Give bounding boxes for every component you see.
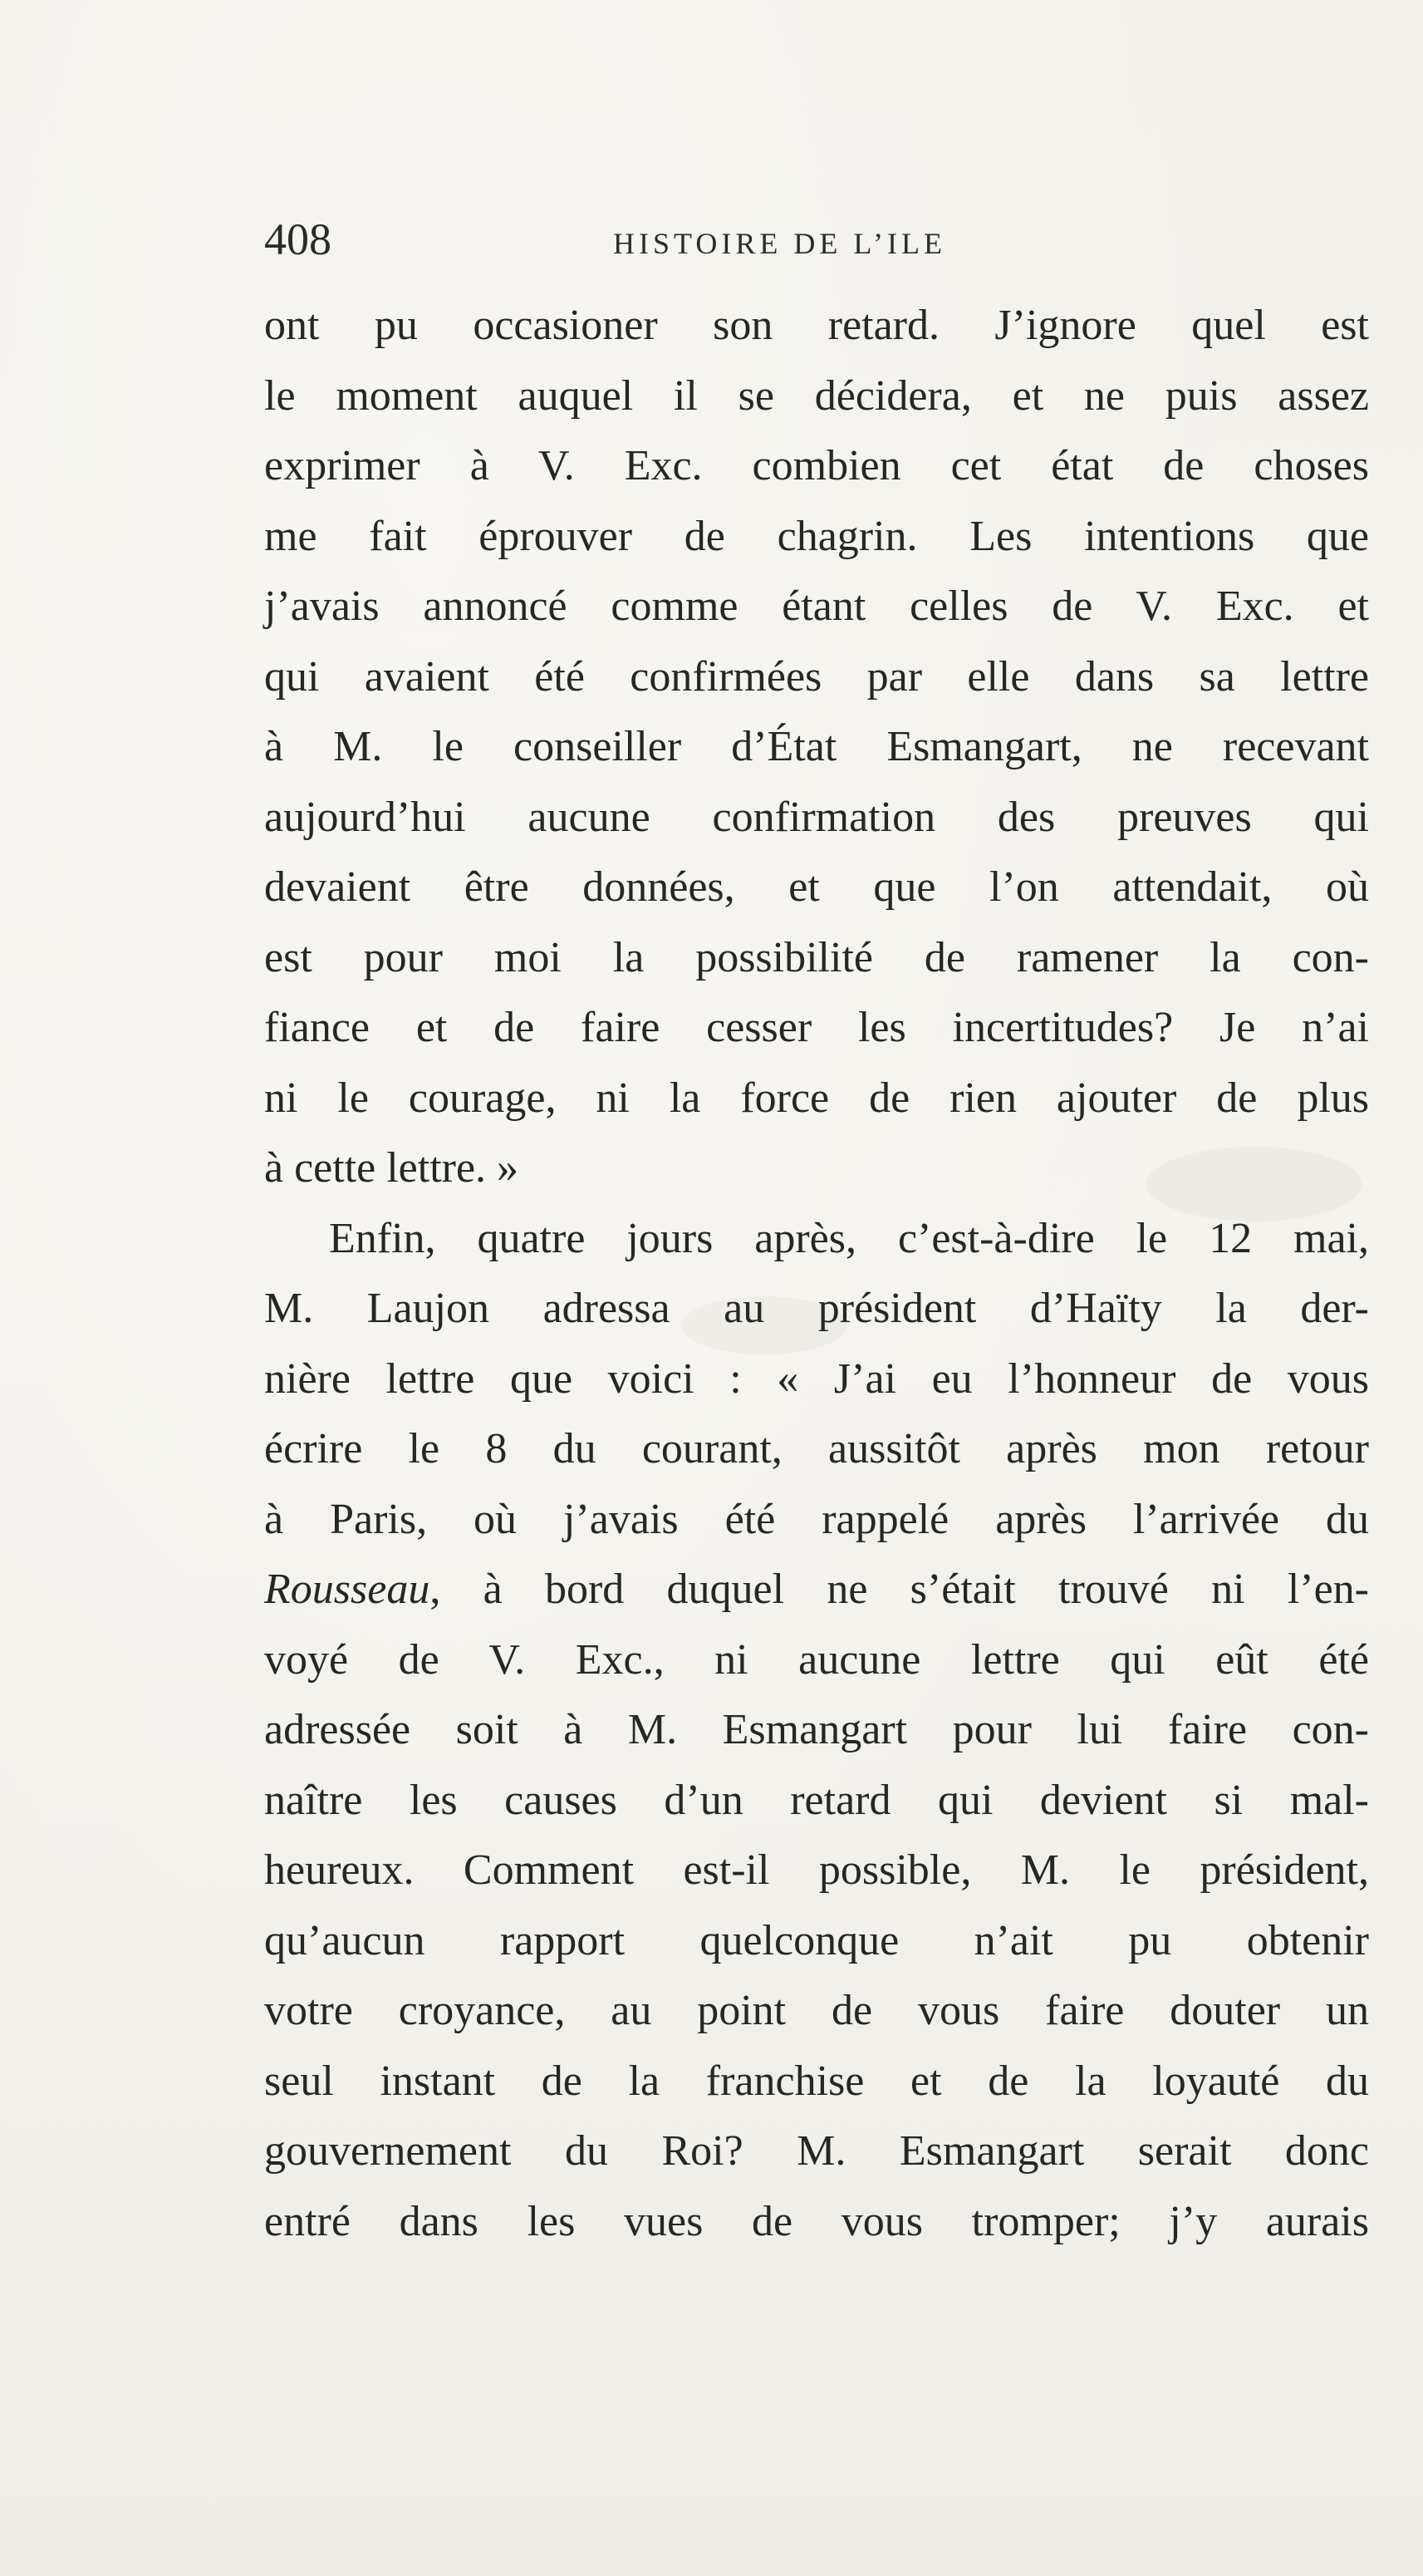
- text-line: ni le courage, ni la force de rien ajouter de plus: [264, 1074, 1369, 1122]
- text-line: fiance et de faire cesser les incertitudes? Je n’ai: [264, 1004, 1369, 1051]
- text-line: qui avaient été confirmées par elle dans sa lettre: [264, 652, 1369, 701]
- body-text: [264, 291, 1369, 2257]
- text-line: aujourd’hui aucune confirmation des preuves qui: [264, 793, 1369, 841]
- text-line: Enfin, quatre jours après, c’est-à-dire le 12 mai,: [329, 1214, 1369, 1262]
- text-line: exprimer à V. Exc. combien cet état de choses: [264, 442, 1369, 489]
- text-line: ont pu occasioner son retard. J’ignore quel est: [264, 302, 1369, 349]
- text-line: votre croyance, au point de vous faire douter un: [264, 1987, 1369, 2034]
- text-line: à M. le conseiller d’État Esmangart, ne recevant: [264, 723, 1369, 770]
- text-line: heureux. Comment est-il possible, M. le président,: [264, 1846, 1369, 1894]
- text-line: devaient être données, et que l’on attendait, où: [264, 863, 1369, 911]
- text-line: M. Laujon adressa au président d’Haïty la der-: [264, 1285, 1369, 1332]
- text-line: naître les causes d’un retard qui devient si mal-: [264, 1776, 1369, 1824]
- text-line: gouvernement du Roi? M. Esmangart serait donc: [264, 2127, 1369, 2175]
- running-head: HISTOIRE DE L’ILE: [613, 227, 946, 260]
- text-line: à Paris, où j’avais été rappelé après l’arrivée du: [264, 1495, 1369, 1543]
- text-line: entré dans les vues de vous tromper; j’y aurais: [264, 2197, 1369, 2245]
- page-number: 408: [264, 214, 331, 264]
- text-line: à cette lettre. »: [264, 1144, 519, 1192]
- text-line: est pour moi la possibilité de ramener la con-: [264, 933, 1369, 981]
- text-line: [264, 1555, 1369, 1625]
- text-line: j’avais annoncé comme étant celles de V. Exc. et: [264, 583, 1369, 630]
- ship-name: Rousseau: [264, 1566, 430, 1613]
- page-header: [264, 206, 1369, 273]
- text-line-rest: , à bord duquel ne s’était trouvé ni l’en-: [429, 1566, 1369, 1613]
- text-line: le moment auquel il se décidera, et ne puis assez: [264, 371, 1369, 420]
- text-line: me fait éprouver de chagrin. Les intentions que: [264, 512, 1369, 560]
- text-line: qu’aucun rapport quelconque n’ait pu obtenir: [264, 1916, 1369, 1964]
- text-line: écrire le 8 du courant, aussitôt après mon retour: [264, 1425, 1369, 1472]
- text-line: nière lettre que voici : « J’ai eu l’honneur de vous: [264, 1354, 1369, 1403]
- text-line: adressée soit à M. Esmangart pour lui faire con-: [264, 1706, 1369, 1753]
- text-line: seul instant de la franchise et de la loyauté du: [264, 2057, 1369, 2105]
- text-line: voyé de V. Exc., ni aucune lettre qui eût été: [264, 1635, 1369, 1684]
